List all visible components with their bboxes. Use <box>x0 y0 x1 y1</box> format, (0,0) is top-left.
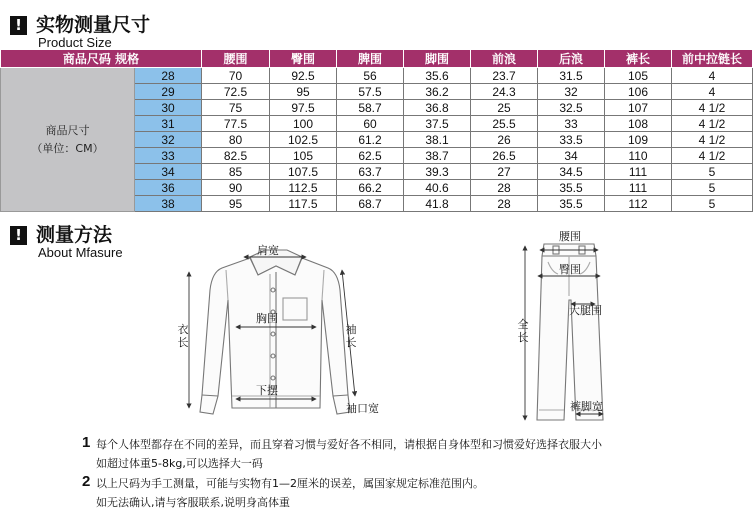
leg-opening-label: 裤脚宽 <box>570 400 603 413</box>
value-cell: 35.5 <box>538 180 605 196</box>
value-cell: 107 <box>605 100 672 116</box>
measure-method-title-zh: 测量方法 <box>36 224 113 246</box>
header-col-2: 脾围 <box>337 50 404 68</box>
value-cell: 26.5 <box>471 148 538 164</box>
value-cell: 34 <box>538 148 605 164</box>
size-cell: 36 <box>135 180 202 196</box>
size-cell: 33 <box>135 148 202 164</box>
value-cell: 100 <box>270 116 337 132</box>
product-size-title-en: Product Size <box>38 35 112 50</box>
header-col-7: 前中拉链长 <box>672 50 753 68</box>
note-1-line-1: 每个人体型都存在不同的差异，而且穿着习惯与爱好各不相同，请根据自身体型和习惯爱好选择衣服大小 <box>96 438 602 451</box>
value-cell: 75 <box>202 100 270 116</box>
value-cell: 41.8 <box>404 196 471 212</box>
value-cell: 110 <box>605 148 672 164</box>
size-cell: 29 <box>135 84 202 100</box>
value-cell: 25 <box>471 100 538 116</box>
value-cell: 5 <box>672 180 753 196</box>
value-cell: 33 <box>538 116 605 132</box>
value-cell: 95 <box>202 196 270 212</box>
waist-label: 腰围 <box>559 230 581 243</box>
value-cell: 112 <box>605 196 672 212</box>
value-cell: 92.5 <box>270 68 337 84</box>
value-cell: 4 1/2 <box>672 148 753 164</box>
note-1-line-2: 如超过体重5-8kg,可以选择大一码 <box>96 457 263 470</box>
value-cell: 25.5 <box>471 116 538 132</box>
value-cell: 112.5 <box>270 180 337 196</box>
value-cell: 60 <box>337 116 404 132</box>
header-col-4: 前浪 <box>471 50 538 68</box>
full-length-label: 全长 <box>517 318 529 344</box>
value-cell: 23.7 <box>471 68 538 84</box>
value-cell: 5 <box>672 164 753 180</box>
value-cell: 107.5 <box>270 164 337 180</box>
body-length-label: 衣长 <box>177 323 189 349</box>
size-cell: 32 <box>135 132 202 148</box>
value-cell: 4 <box>672 68 753 84</box>
value-cell: 33.5 <box>538 132 605 148</box>
size-cell: 30 <box>135 100 202 116</box>
hip-label: 臀围 <box>559 263 581 276</box>
value-cell: 26 <box>471 132 538 148</box>
value-cell: 90 <box>202 180 270 196</box>
header-size-spec: 商品尺码 规格 <box>1 50 202 68</box>
note-2-number: 2 <box>82 473 91 490</box>
shoulder-label: 肩宽 <box>257 244 279 257</box>
value-cell: 106 <box>605 84 672 100</box>
value-cell: 97.5 <box>270 100 337 116</box>
header-col-1: 臀围 <box>270 50 337 68</box>
value-cell: 95 <box>270 84 337 100</box>
thigh-label: 大腿围 <box>569 304 602 317</box>
value-cell: 28 <box>471 196 538 212</box>
value-cell: 57.5 <box>337 84 404 100</box>
row-label-line: 商品尺寸 <box>45 123 90 137</box>
value-cell: 111 <box>605 180 672 196</box>
value-cell: 37.5 <box>404 116 471 132</box>
product-size-title-zh: 实物测量尺寸 <box>36 14 151 36</box>
size-cell: 28 <box>135 68 202 84</box>
value-cell: 62.5 <box>337 148 404 164</box>
value-cell: 82.5 <box>202 148 270 164</box>
size-cell: 38 <box>135 196 202 212</box>
value-cell: 35.5 <box>538 196 605 212</box>
value-cell: 70 <box>202 68 270 84</box>
value-cell: 34.5 <box>538 164 605 180</box>
value-cell: 105 <box>605 68 672 84</box>
exclamation-icon: ! <box>10 16 27 35</box>
value-cell: 105 <box>270 148 337 164</box>
sleeve-length-label: 袖长 <box>345 323 357 349</box>
value-cell: 4 1/2 <box>672 132 753 148</box>
value-cell: 72.5 <box>202 84 270 100</box>
hem-label: 下摆 <box>256 384 278 397</box>
value-cell: 66.2 <box>337 180 404 196</box>
value-cell: 31.5 <box>538 68 605 84</box>
size-cell: 34 <box>135 164 202 180</box>
size-cell: 31 <box>135 116 202 132</box>
value-cell: 58.7 <box>337 100 404 116</box>
note-2-line-2: 如无法确认,请与客服联系,说明身高体重 <box>96 496 290 509</box>
header-col-6: 裤长 <box>605 50 672 68</box>
value-cell: 27 <box>471 164 538 180</box>
value-cell: 4 <box>672 84 753 100</box>
value-cell: 35.6 <box>404 68 471 84</box>
value-cell: 63.7 <box>337 164 404 180</box>
value-cell: 39.3 <box>404 164 471 180</box>
header-col-5: 后浪 <box>538 50 605 68</box>
header-col-3: 脚围 <box>404 50 471 68</box>
chest-label: 胸围 <box>256 312 278 325</box>
row-label-line: （单位：CM） <box>31 141 104 155</box>
note-2-line-1: 以上尺码为手工测量，可能与实物有1—2厘米的误差，属国家规定标准范围内。 <box>96 477 484 490</box>
value-cell: 5 <box>672 196 753 212</box>
value-cell: 68.7 <box>337 196 404 212</box>
note-1-number: 1 <box>82 434 91 451</box>
value-cell: 32 <box>538 84 605 100</box>
value-cell: 111 <box>605 164 672 180</box>
value-cell: 28 <box>471 180 538 196</box>
value-cell: 108 <box>605 116 672 132</box>
value-cell: 102.5 <box>270 132 337 148</box>
value-cell: 38.1 <box>404 132 471 148</box>
cuff-width-label: 袖口宽 <box>346 402 379 415</box>
value-cell: 85 <box>202 164 270 180</box>
value-cell: 36.8 <box>404 100 471 116</box>
value-cell: 36.2 <box>404 84 471 100</box>
value-cell: 4 1/2 <box>672 116 753 132</box>
value-cell: 77.5 <box>202 116 270 132</box>
exclamation-icon: ! <box>10 226 27 245</box>
measure-method-title-en: About Mfasure <box>38 245 123 260</box>
value-cell: 109 <box>605 132 672 148</box>
value-cell: 61.2 <box>337 132 404 148</box>
value-cell: 32.5 <box>538 100 605 116</box>
value-cell: 24.3 <box>471 84 538 100</box>
value-cell: 38.7 <box>404 148 471 164</box>
value-cell: 4 1/2 <box>672 100 753 116</box>
value-cell: 40.6 <box>404 180 471 196</box>
value-cell: 56 <box>337 68 404 84</box>
value-cell: 117.5 <box>270 196 337 212</box>
value-cell: 80 <box>202 132 270 148</box>
header-col-0: 腰围 <box>202 50 270 68</box>
